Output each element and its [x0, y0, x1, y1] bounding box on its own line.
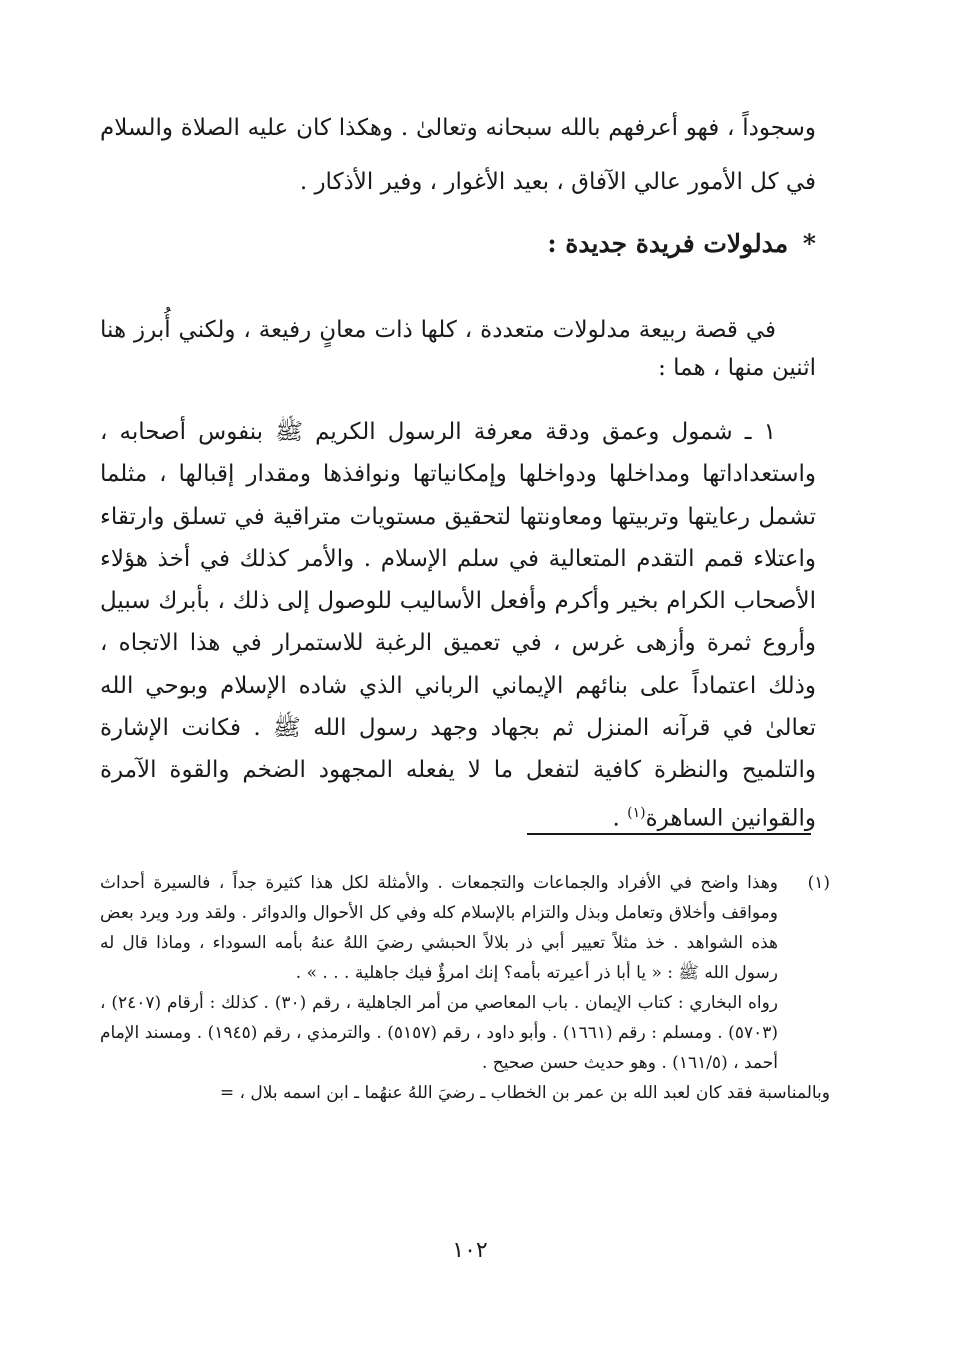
intro-paragraph: وسجوداً ، فهو أعرفهم بالله سبحانه وتعالىٰ . وهكذا كان عليه الصلاة والسلام في كل الأمور عالي الآفاق ، بعيد الأغوار ، وفير الأذكار .	[100, 115, 816, 195]
footnote-reference[interactable]: (١)	[627, 804, 646, 821]
footnote-paragraph: وهذا واضح في الأفراد والجماعات والتجمعات . والأمثلة لكل هذا كثيرة جداً ، فالسيرة أحداث ومواقف وأخلاق وتعامل وبذل والتزام بالإسلام كله وفي كل الأحوال والدوائر . ولقد ورد ويرد بعض هذه الشواهد . خذ مثلاً تعيير أبي ذر بلالاً الحبشي رضيَ اللهُ عنهُ بأمه السوداء ، وماذا قال له رسول الله ﷺ : « يا أبا ذر أعيرته بأمه؟ إنك امرؤٌ فيك جاهلية . . . » .	[100, 873, 778, 983]
point-one-paragraph	[100, 411, 816, 840]
footnote-body	[100, 868, 778, 1078]
footnote-continuation: وبالمناسبة فقد كان لعبد الله بن عمر بن الخطاب ـ رضيَ اللهُ عنهُما ـ ابن اسمه بلال ، =	[219, 1083, 830, 1103]
section-heading	[100, 222, 816, 266]
page-number: ١٠٢	[452, 1238, 488, 1263]
footnotes	[100, 868, 830, 1108]
heading-star: *	[802, 229, 816, 258]
point-one-text: ١ ـ شمول وعمق ودقة معرفة الرسول الكريم ﷺ بنفوس أصحابه ، واستعداداتها ومداخلها ودواخلها وإمكانياتها ونوافذها ومقدار إقبالها ، مثلما تشمل رعايتها وتربيتها ومعاونتها لتحقيق مستويات متراقية في تسلق وارتقاء واعتلاء قمم التقدم المتعالية في سلم الإسلام . والأمر كذلك في أخذ هؤلاء الأصحاب الكرام بخير وأكرم وأفعل الأساليب للوصول إلى ذلك ، بأبرك سبيل وأروع ثمرة وأزهى غرس ، في تعميق الرغبة للاستمرار في هذا الاتجاه ، وذلك اعتماداً على بنائهم الإيماني الرباني الذي شاده الإسلام وبوحي الله تعالىٰ في قرآنه المنزل ثم بجهاد وجهد رسول الله ﷺ . فكانت الإشارة والتلميح والنظرة كافية لتفعل ما لا يفعله المجهود الضخم والقوة الآمرة والقوانين الساهرة	[100, 419, 816, 832]
point-one-ending: .	[612, 805, 628, 832]
footnote-marker: (١)	[807, 873, 830, 893]
intro-points-paragraph: في قصة ربيعة مدلولات متعددة ، كلها ذات معانٍ رفيعة ، ولكني أُبرز هنا اثنين منها ، هما :	[100, 317, 816, 381]
footnote-paragraph: رواه البخاري : كتاب الإيمان . باب المعاصي من أمر الجاهلية ، رقم (٣٠) . كذلك : أرقام (٢٤٠٧) ، (٥٧٠٣) . ومسلم : رقم (١٦٦١) . وأبو داود ، رقم (٥١٥٧) . والترمذي ، رقم (١٩٤٥) . ومسند الإمام أحمد ، (١٦١/٥) . وهو حديث حسن صحيح .	[100, 993, 779, 1073]
heading-text: مدلولات فريدة جديدة :	[547, 229, 789, 258]
footnote	[100, 868, 830, 1078]
footnote-divider	[527, 833, 811, 835]
